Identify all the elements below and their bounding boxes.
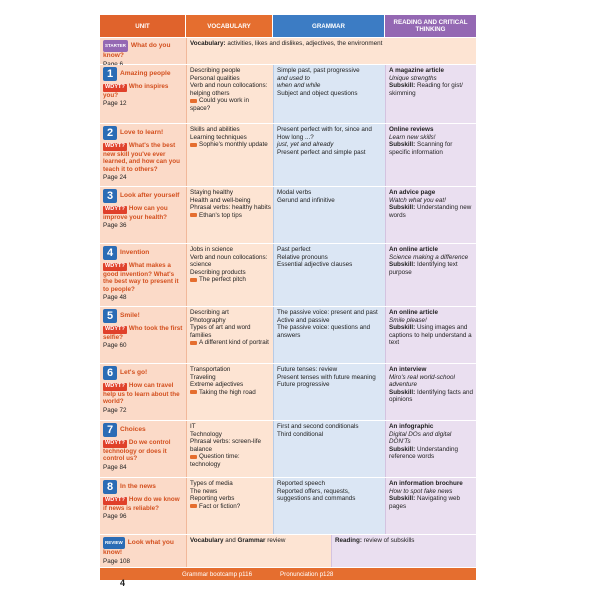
vocab-item: Types of art and word families bbox=[190, 324, 251, 339]
reading-cell bbox=[385, 478, 476, 534]
unit-row bbox=[100, 306, 476, 363]
video-title: Question time: technology bbox=[190, 453, 240, 468]
vocab-item: Phrasal verbs: healthy habits bbox=[190, 204, 271, 212]
grammar-item: Simple past, past progressive bbox=[277, 67, 360, 74]
video-title: Ethan's top tips bbox=[199, 211, 242, 219]
reading-title: An interview bbox=[389, 366, 427, 373]
video-title: Taking the high road bbox=[199, 388, 256, 396]
video-icon bbox=[190, 213, 197, 217]
page-number: 4 bbox=[120, 578, 126, 588]
video-icon bbox=[190, 390, 197, 394]
reading-cell bbox=[385, 65, 476, 123]
vocab-item: Describing art bbox=[190, 309, 229, 316]
grammar-item: Present perfect and simple past bbox=[277, 148, 366, 156]
review-read-cell bbox=[331, 535, 476, 567]
review-vocab-end: review bbox=[267, 537, 286, 544]
unit-row bbox=[100, 64, 476, 123]
unit-row bbox=[100, 477, 476, 534]
grammar-cell bbox=[273, 421, 385, 477]
unit-cell bbox=[100, 124, 186, 186]
grammar-item: Present perfect with for, since and How long ...? bbox=[277, 126, 372, 141]
vocab-item: Verb and noun collocations: helping others bbox=[190, 82, 268, 97]
subskill-text: Identifying facts and opinions bbox=[389, 388, 474, 404]
grammar-cell bbox=[273, 364, 385, 420]
review-row bbox=[100, 534, 476, 567]
vocab-cell bbox=[186, 65, 273, 123]
grammar-item: Active and passive bbox=[277, 316, 330, 324]
unit-title: Love to learn! bbox=[120, 129, 164, 137]
review-vocab-cell bbox=[186, 535, 331, 567]
unit-row bbox=[100, 363, 476, 420]
unit-row bbox=[100, 123, 476, 186]
grammar-item: just, yet and already bbox=[277, 141, 334, 149]
unit-number: 8 bbox=[103, 480, 117, 494]
unit-page: Page 24 bbox=[103, 174, 127, 182]
unit-number: 1 bbox=[103, 67, 117, 81]
unit-number: 5 bbox=[103, 309, 117, 323]
subskill-label: Subskill: bbox=[389, 141, 416, 149]
starter-unit-cell bbox=[100, 38, 186, 64]
subskill-label: Subskill: bbox=[389, 388, 416, 396]
unit-question: Who inspires you? bbox=[103, 83, 169, 99]
grammar-item: Relative pronouns bbox=[277, 253, 328, 261]
video-icon bbox=[190, 504, 197, 508]
subskill-label: Subskill: bbox=[389, 82, 416, 90]
reading-subtitle: Watch what you eat! bbox=[389, 196, 446, 204]
vocab-cell bbox=[186, 187, 273, 243]
header-vocabulary: VOCABULARY bbox=[186, 15, 273, 37]
wdyt-badge: WDYT? bbox=[105, 497, 125, 503]
grammar-cell bbox=[273, 187, 385, 243]
review-page: Page 108 bbox=[103, 557, 130, 565]
vocab-cell bbox=[186, 421, 273, 477]
reading-cell bbox=[385, 124, 476, 186]
vocab-item: Personal qualities bbox=[190, 74, 240, 82]
unit-question: Do we control technology or does it control us? bbox=[103, 439, 171, 463]
vocab-item: Traveling bbox=[190, 373, 216, 381]
unit-number: 3 bbox=[103, 189, 117, 203]
vocab-item: Describing products bbox=[190, 268, 246, 276]
subskill-text: Understanding reference words bbox=[389, 445, 458, 461]
grammar-item: Past perfect bbox=[277, 246, 311, 253]
reading-title: An advice page bbox=[389, 189, 436, 196]
vocab-item: The news bbox=[190, 487, 218, 495]
unit-number: 2 bbox=[103, 126, 117, 140]
vocab-item: Reporting verbs bbox=[190, 495, 235, 503]
vocab-item: Transportation bbox=[190, 366, 231, 373]
unit-title: Invention bbox=[120, 249, 150, 257]
unit-cell bbox=[100, 421, 186, 477]
video-title: A different kind of portrait bbox=[199, 339, 269, 347]
reading-subtitle: Smile please! bbox=[389, 316, 427, 324]
wdyt-badge: WDYT? bbox=[105, 383, 125, 389]
unit-number: 4 bbox=[103, 246, 117, 260]
reading-subtitle: Miro's real world-school adventure bbox=[389, 373, 455, 389]
unit-page: Page 12 bbox=[103, 100, 127, 108]
grammar-item: Subject and object questions bbox=[277, 89, 358, 97]
reading-subtitle: Science making a difference bbox=[389, 253, 469, 261]
wdyt-badge: WDYT? bbox=[105, 143, 125, 149]
vocab-item: Staying healthy bbox=[190, 189, 234, 196]
grammar-item: and used to bbox=[277, 74, 310, 82]
unit-title: Amazing people bbox=[120, 70, 171, 78]
unit-cell bbox=[100, 307, 186, 363]
grammar-item: Future progressive bbox=[277, 381, 330, 389]
unit-question: What's the best new skill you've ever learned, and how can you teach it to others? bbox=[103, 142, 180, 173]
footer-grammar: Grammar bootcamp p116 bbox=[182, 570, 253, 578]
grammar-item: Present tenses with future meaning bbox=[277, 373, 376, 381]
vocab-item: Types of media bbox=[190, 480, 233, 487]
subskill-text: Navigating web pages bbox=[389, 495, 461, 510]
video-title: Could you work in space? bbox=[190, 97, 250, 112]
unit-title: Let's go! bbox=[120, 369, 148, 377]
header-unit: UNIT bbox=[100, 15, 186, 37]
reading-cell bbox=[385, 307, 476, 363]
reading-subtitle: Unique strengths bbox=[389, 74, 437, 82]
reading-cell bbox=[385, 364, 476, 420]
unit-question: How can travel help us to learn about the world? bbox=[103, 382, 180, 406]
grammar-item: Reported offers, requests, suggestions and commands bbox=[277, 487, 356, 503]
unit-title: In the news bbox=[120, 483, 156, 491]
review-title: Look what you know! bbox=[103, 539, 174, 556]
table-header bbox=[100, 15, 476, 37]
reading-subtitle: Learn new skills! bbox=[389, 133, 436, 141]
unit-cell bbox=[100, 244, 186, 306]
unit-question: How do we know if news is reliable? bbox=[103, 496, 180, 512]
reading-title: An information brochure bbox=[389, 480, 463, 487]
starter-vocab-cell bbox=[186, 38, 476, 64]
unit-question: What makes a good invention? What's the best way to present it to people? bbox=[103, 262, 179, 293]
vocab-item: Photography bbox=[190, 316, 226, 324]
reading-title: An infographic bbox=[389, 423, 434, 430]
unit-number: 6 bbox=[103, 366, 117, 380]
subskill-text: Reading for gist/ skimming bbox=[389, 82, 463, 97]
review-vocab-bold1: Vocabulary bbox=[190, 537, 224, 544]
reading-cell bbox=[385, 187, 476, 243]
unit-number: 7 bbox=[103, 423, 117, 437]
reading-title: A magazine article bbox=[389, 67, 445, 74]
vocab-cell bbox=[186, 124, 273, 186]
starter-vocab-label: Vocabulary: bbox=[190, 40, 226, 47]
unit-page: Page 84 bbox=[103, 463, 127, 471]
review-read-label: Reading: bbox=[335, 537, 362, 544]
unit-row bbox=[100, 186, 476, 243]
grammar-item: when and while bbox=[277, 82, 321, 90]
subskill-label: Subskill: bbox=[389, 261, 416, 269]
grammar-item: Gerund and infinitive bbox=[277, 196, 335, 204]
unit-row bbox=[100, 243, 476, 306]
starter-vocab-text: activities, likes and dislikes, adjectives, the environment bbox=[227, 40, 383, 47]
footer-pronunciation: Pronunciation p128 bbox=[280, 570, 334, 578]
unit-cell bbox=[100, 65, 186, 123]
vocab-item: Health and well-being bbox=[190, 196, 251, 204]
grammar-item: Future tenses: review bbox=[277, 366, 338, 373]
video-icon bbox=[190, 278, 197, 282]
subskill-text: Using images and captions to help understand a text bbox=[389, 324, 472, 347]
subskill-text: Scanning for specific information bbox=[389, 141, 453, 156]
unit-page: Page 60 bbox=[103, 342, 127, 350]
video-icon bbox=[190, 99, 197, 103]
vocab-item: Extreme adjectives bbox=[190, 381, 244, 389]
subskill-label: Subskill: bbox=[389, 324, 416, 332]
grammar-item: Third conditional bbox=[277, 430, 324, 438]
vocab-cell bbox=[186, 244, 273, 306]
reading-title: An online article bbox=[389, 309, 438, 316]
header-reading: READING AND CRITICAL THINKING bbox=[385, 15, 476, 37]
video-title: Sophie's monthly update bbox=[199, 141, 268, 149]
unit-title: Choices bbox=[120, 426, 146, 434]
review-vocab-mid: and bbox=[225, 537, 236, 544]
unit-page: Page 96 bbox=[103, 513, 127, 521]
subskill-text: Understanding new words bbox=[389, 204, 472, 219]
reading-cell bbox=[385, 244, 476, 306]
subskill-label: Subskill: bbox=[389, 495, 416, 503]
video-icon bbox=[190, 455, 197, 459]
video-icon bbox=[190, 341, 197, 345]
wdyt-badge: WDYT? bbox=[105, 326, 125, 332]
contents-table bbox=[100, 15, 476, 580]
reading-cell bbox=[385, 421, 476, 477]
grammar-item: Reported speech bbox=[277, 480, 325, 487]
unit-question: Who took the first selfie? bbox=[103, 325, 183, 341]
vocab-item: Phrasal verbs: screen-life balance bbox=[190, 438, 262, 453]
unit-page: Page 36 bbox=[103, 222, 127, 230]
wdyt-badge: WDYT? bbox=[105, 84, 125, 90]
subskill-label: Subskill: bbox=[389, 204, 416, 212]
vocab-item: Describing people bbox=[190, 67, 241, 74]
unit-cell bbox=[100, 187, 186, 243]
reading-subtitle: How to spot fake news bbox=[389, 487, 453, 495]
reading-title: An online article bbox=[389, 246, 438, 253]
grammar-cell bbox=[273, 244, 385, 306]
review-read-text: review of subskills bbox=[363, 537, 415, 544]
vocab-cell bbox=[186, 364, 273, 420]
video-title: The perfect pitch bbox=[199, 276, 246, 284]
vocab-item: Learning techniques bbox=[190, 133, 247, 141]
vocab-item: Technology bbox=[190, 430, 222, 438]
review-unit-cell bbox=[100, 535, 186, 567]
video-title: Fact or fiction? bbox=[199, 502, 241, 510]
unit-cell bbox=[100, 478, 186, 534]
grammar-cell bbox=[273, 307, 385, 363]
subskill-text: Identifying text purpose bbox=[389, 261, 458, 276]
review-vocab-bold2: Grammar bbox=[237, 537, 266, 544]
unit-cell bbox=[100, 364, 186, 420]
unit-title: Smile! bbox=[120, 312, 140, 320]
grammar-item: Essential adjective clauses bbox=[277, 261, 353, 269]
grammar-item: Modal verbs bbox=[277, 189, 312, 196]
grammar-cell bbox=[273, 124, 385, 186]
vocab-item: Jobs in science bbox=[190, 246, 234, 253]
unit-question: How can you improve your health? bbox=[103, 205, 168, 221]
wdyt-badge: WDYT? bbox=[105, 440, 125, 446]
unit-page: Page 72 bbox=[103, 406, 127, 414]
grammar-cell bbox=[273, 65, 385, 123]
starter-badge: STARTER bbox=[103, 40, 128, 52]
unit-row bbox=[100, 420, 476, 477]
reading-subtitle: Digital DOs and digital DON'Ts bbox=[389, 430, 452, 446]
subskill-label: Subskill: bbox=[389, 445, 416, 453]
wdyt-badge: WDYT? bbox=[105, 263, 125, 269]
review-badge: REVIEW bbox=[103, 537, 125, 549]
vocab-cell bbox=[186, 478, 273, 534]
units-list bbox=[100, 64, 476, 534]
grammar-item: First and second conditionals bbox=[277, 423, 359, 430]
starter-row bbox=[100, 37, 476, 64]
vocab-item: Skills and abilities bbox=[190, 126, 240, 133]
wdyt-badge: WDYT? bbox=[105, 206, 125, 212]
header-grammar: GRAMMAR bbox=[273, 15, 385, 37]
grammar-cell bbox=[273, 478, 385, 534]
video-icon bbox=[190, 143, 197, 147]
unit-page: Page 48 bbox=[103, 294, 127, 302]
reading-title: Online reviews bbox=[389, 126, 434, 133]
unit-title: Look after yourself bbox=[120, 192, 180, 200]
grammar-item: The passive voice: present and past bbox=[277, 309, 378, 316]
vocab-cell bbox=[186, 307, 273, 363]
grammar-item: The passive voice: questions and answers bbox=[277, 324, 371, 339]
vocab-item: IT bbox=[190, 423, 196, 430]
footer-bar bbox=[100, 567, 476, 580]
vocab-item: Verb and noun collocations: science bbox=[190, 253, 268, 269]
starter-title: What do you know? bbox=[103, 42, 171, 59]
